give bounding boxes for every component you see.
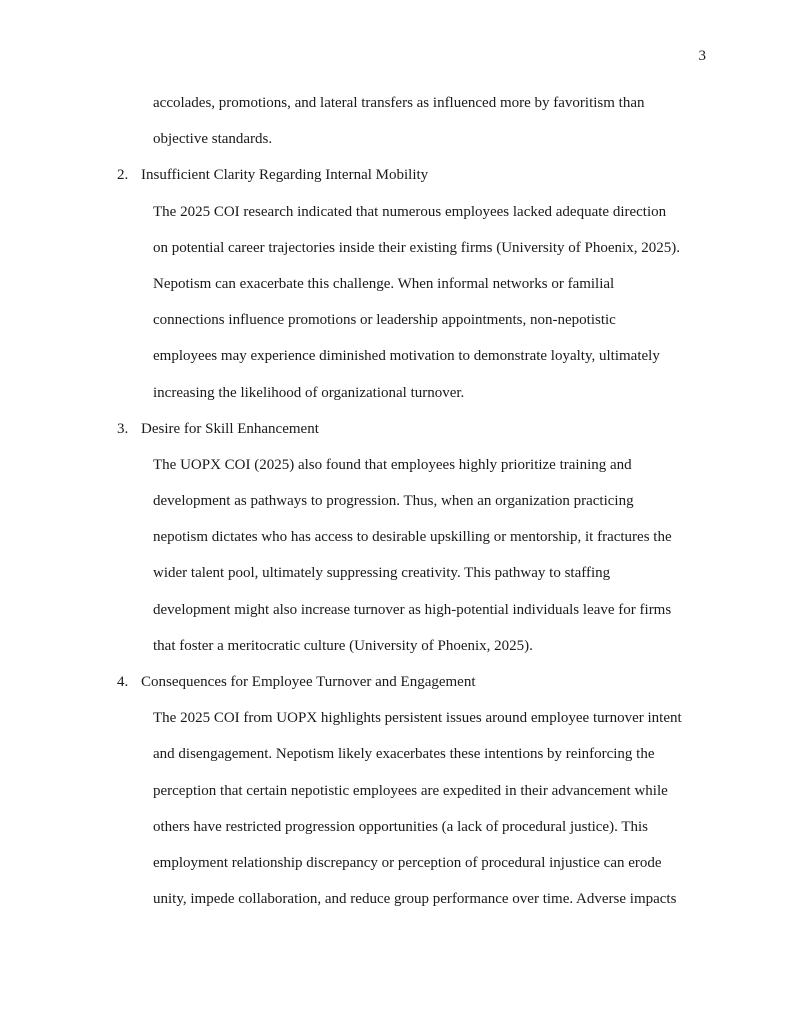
section-number: 3. (117, 420, 129, 437)
text-line: on potential career trajectories inside their existing firms (University of Phoenix, 2025). (153, 239, 680, 256)
text-line: The 2025 COI from UOPX highlights persistent issues around employee turnover intent (153, 710, 682, 727)
section-number: 4. (117, 674, 129, 690)
text-line: nepotism dictates who has access to desirable upskilling or mentorship, it fractures the (153, 529, 672, 546)
section-title: Insufficient Clarity Regarding Internal Mobility (141, 167, 429, 184)
section-title: Consequences for Employee Turnover and Engagement (141, 674, 476, 690)
section-title: Desire for Skill Enhancement (141, 420, 319, 437)
section-heading (117, 157, 717, 193)
text-line: that foster a meritocratic culture (University of Phoenix, 2025). (153, 637, 533, 654)
text-line: wider talent pool, ultimately suppressing creativity. This pathway to staffing (153, 565, 611, 582)
text-line: unity, impede collaboration, and reduce group performance over time. Adverse impacts (153, 891, 677, 908)
text-line: perception that certain nepotistic employees are expedited in their advancement while (153, 782, 668, 799)
page-number: 3 (698, 48, 706, 64)
text-line: accolades, promotions, and lateral transfers as influenced more by favoritism than (153, 95, 645, 111)
intro-paragraph (117, 85, 717, 157)
text-line: employment relationship discrepancy or perception of procedural injustice can erode (153, 854, 662, 871)
section-number: 2. (117, 167, 129, 184)
section-heading (117, 664, 717, 700)
text-line: and disengagement. Nepotism likely exacerbates these intentions by reinforcing the (153, 746, 655, 763)
text-line: The UOPX COI (2025) also found that employees highly prioritize training and (153, 456, 632, 473)
text-line: Nepotism can exacerbate this challenge. When informal networks or familial (153, 275, 615, 292)
section-3 (117, 411, 717, 664)
text-line: objective standards. (153, 131, 273, 148)
document-body (117, 85, 717, 917)
text-line: employees may experience diminished motivation to demonstrate loyalty, ultimately (153, 348, 660, 365)
text-line: increasing the likelihood of organizational turnover. (153, 384, 465, 401)
section-4 (117, 664, 717, 917)
text-line: connections influence promotions or leadership appointments, non-nepotistic (153, 312, 616, 329)
text-line: development might also increase turnover as high-potential individuals leave for firms (153, 601, 672, 618)
section-heading (117, 411, 717, 447)
text-line: The 2025 COI research indicated that numerous employees lacked adequate direction (153, 203, 667, 220)
section-2 (117, 157, 717, 410)
text-line: development as pathways to progression. Thus, when an organization practicing (153, 493, 634, 510)
text-line: others have restricted progression opportunities (a lack of procedural justice). This (153, 818, 648, 835)
